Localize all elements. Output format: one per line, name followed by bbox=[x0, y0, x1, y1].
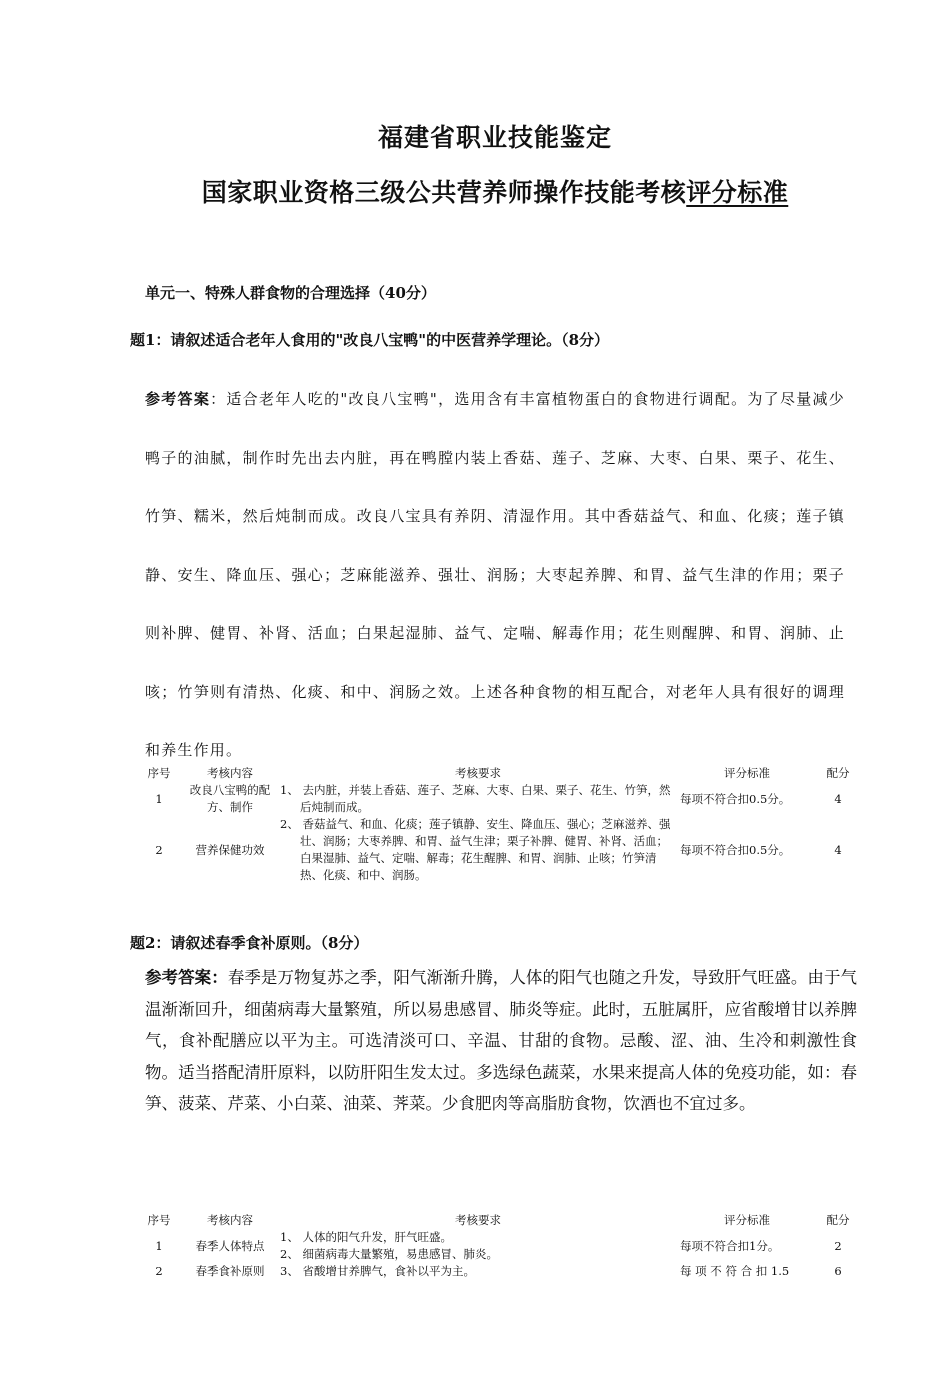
header-req: 考核要求 bbox=[455, 1213, 501, 1227]
scoring-table-2 bbox=[138, 1212, 858, 1280]
document-title: 福建省职业技能鉴定 bbox=[377, 123, 612, 152]
row-req: 1、 去内脏，并装上香菇、莲子、芝麻、大枣、白果、栗子、花生、竹笋，然后炖制而成。 bbox=[280, 783, 671, 814]
row-seq: 2 bbox=[155, 1264, 163, 1278]
subtitle-prefix: 国家职业资格三级公共营养师操作技能考核 bbox=[201, 178, 687, 207]
question-2-answer bbox=[145, 962, 857, 1120]
row-item: 春季人体特点 bbox=[195, 1238, 265, 1253]
question-2-heading: 题2：请叙述春季食补原则。（8分） bbox=[130, 934, 369, 952]
header-req: 考核要求 bbox=[455, 766, 501, 780]
question-1-heading: 题1：请叙述适合老年人食用的"改良八宝鸭"的中医营养学理论。（8分） bbox=[130, 331, 610, 349]
table-row bbox=[138, 1263, 858, 1280]
row-std: 每 项 不 符 合 扣 1.5 bbox=[680, 1264, 790, 1278]
header-score: 配分 bbox=[826, 766, 850, 780]
question-1-answer bbox=[145, 370, 845, 780]
subtitle-underlined: 评分标准 bbox=[686, 178, 789, 207]
header-score: 配分 bbox=[826, 1213, 850, 1227]
table-header-row bbox=[138, 1212, 858, 1229]
answer-text: 春季是万物复苏之季，阳气渐渐升腾，人体的阳气也随之升发，导致肝气旺盛。由于气温渐渐回升，细菌病毒大量繁殖，所以易患感冒、肺炎等症。此时，五脏属肝，应省酸增甘以养脾气，食补配膳应以平为主。可选清淡可口、辛温、甘甜的食物。忌酸、涩、油、生冷和刺激性食物。适当搭配清肝原料，以防肝阳生发太过。多选绿色蔬菜，水果来提高人体的免疫功能，如：春笋、菠菜、芹菜、小白菜、油菜、荠菜。少食肥肉等高脂肪食物，饮酒也不宜过多。 bbox=[145, 968, 858, 1113]
answer-text: ：适合老年人吃的"改良八宝鸭"，选用含有丰富植物蛋白的食物进行调配。为了尽量减少鸭子的油腻，制作时先出去内脏，再在鸭膛内装上香菇、莲子、芝麻、大枣、白果、栗子、花生、竹笋、糯米，然后炖制而成。改良八宝具有养阴、清湿作用。其中香菇益气、和血、化痰；莲子镇静、安生、降血压、强心；芝麻能滋养、强壮、润肠；大枣起养脾、和胃、益气生津的作用；栗子则补脾、健胃、补肾、活血；白果起湿肺、益气、定喘、解毒作用；花生则醒脾、和胃、润肺、止咳；竹笋则有清热、化痰、和中、润肠之效。上述各种食物的相互配合，对老年人具有很好的调理和养生作用。 bbox=[145, 390, 845, 759]
header-seq: 序号 bbox=[147, 1213, 171, 1227]
row-req: 2、 香菇益气、和血、化痰；莲子镇静、安生、降血压、强心；芝麻滋养、强壮、润肠；大枣养脾、和胃、益气生津；栗子补脾、健胃、补肾、活血；白果湿肺、益气、定喘、解毒；花生醒脾、和胃、润肺、止咳；竹笋清热、化痰、和中、润肠。 bbox=[280, 817, 671, 882]
scoring-table-1 bbox=[138, 765, 858, 884]
row-std: 每项不符合扣0.5分。 bbox=[680, 791, 791, 806]
table-header-row bbox=[138, 765, 858, 782]
answer-label: 参考答案： bbox=[145, 968, 228, 987]
row-item: 改良八宝鸭的配方、制作 bbox=[189, 783, 271, 814]
header-item: 考核内容 bbox=[207, 766, 253, 780]
row-score: 6 bbox=[834, 1264, 842, 1278]
header-std: 评分标准 bbox=[724, 1213, 770, 1227]
row-seq: 1 bbox=[155, 791, 163, 806]
row-std: 每项不符合扣0.5分。 bbox=[680, 842, 791, 857]
unit-heading: 单元一、特殊人群食物的合理选择（40分） bbox=[145, 284, 436, 302]
row-item: 营养保健功效 bbox=[195, 842, 265, 857]
table-row bbox=[138, 816, 858, 884]
row-item: 春季食补原则 bbox=[195, 1264, 265, 1278]
header-std: 评分标准 bbox=[724, 766, 770, 780]
row-score: 2 bbox=[834, 1238, 842, 1253]
header-seq: 序号 bbox=[147, 766, 171, 780]
row-seq: 2 bbox=[155, 842, 163, 857]
document-subtitle bbox=[0, 173, 950, 209]
row-score: 4 bbox=[834, 791, 842, 806]
row-std: 每项不符合扣1分。 bbox=[680, 1238, 780, 1253]
row-score: 4 bbox=[834, 842, 842, 857]
row-seq: 1 bbox=[155, 1238, 163, 1253]
table-row bbox=[138, 782, 858, 816]
header-item: 考核内容 bbox=[207, 1213, 253, 1227]
answer-label: 参考答案 bbox=[145, 390, 211, 408]
row-req: 3、 省酸增甘养脾气，食补以平为主。 bbox=[280, 1264, 475, 1278]
row-req-2: 2、 细菌病毒大量繁殖，易患感冒、肺炎。 bbox=[280, 1247, 498, 1261]
table-row bbox=[138, 1229, 858, 1263]
row-req-1: 1、 人体的阳气升发，肝气旺盛。 bbox=[280, 1230, 452, 1244]
